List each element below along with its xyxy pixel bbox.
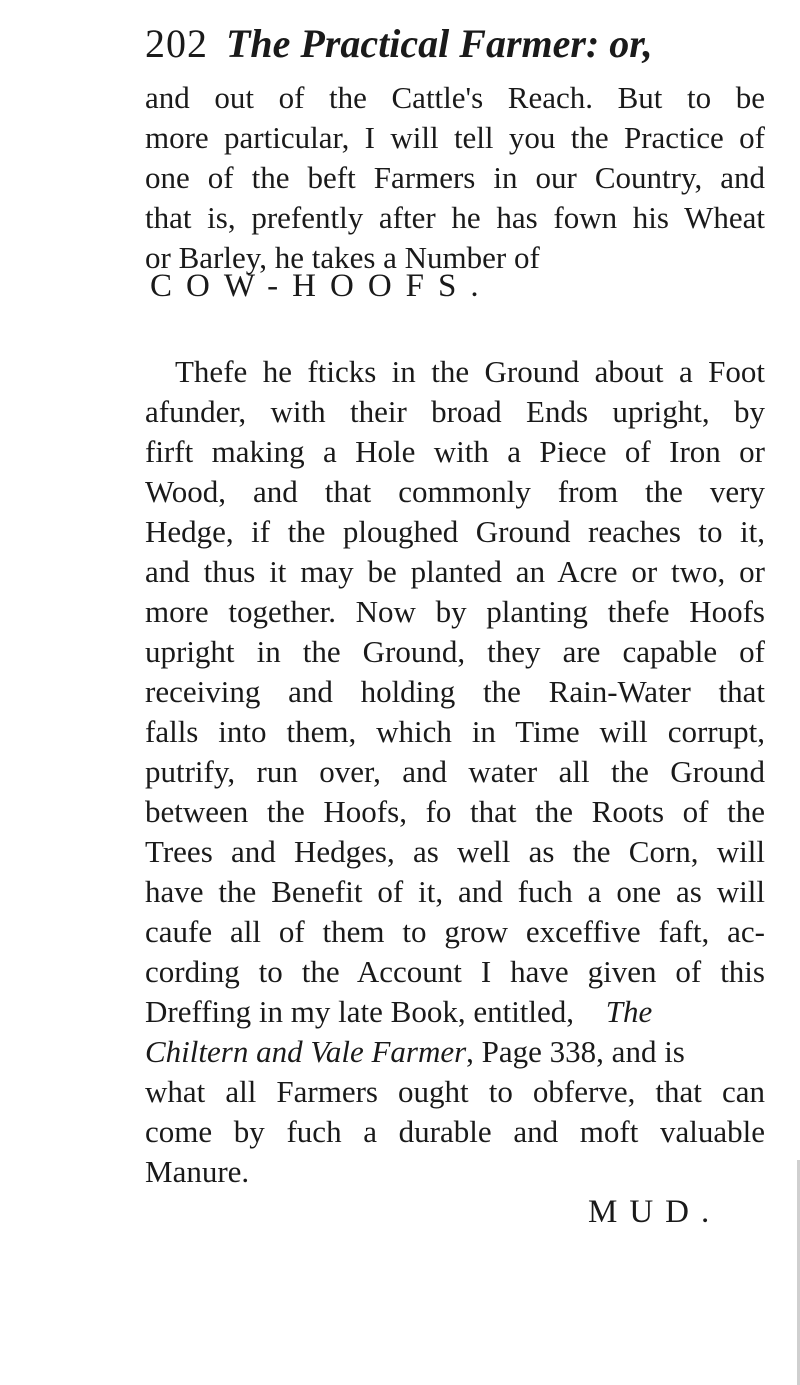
text-line: receiving and holding the Rain-Water that [145,674,765,709]
text-line: and thus it may be planted an Acre or two, or [145,554,765,589]
text-line: or Barley, he takes a Number of [145,240,540,275]
page-number: 202 [145,21,208,66]
text-line: caufe all of them to grow exceffive faft, ac- [145,914,765,949]
text-line: Thefe he fticks in the Ground about a Foot [175,354,765,389]
text-line: more particular, I will tell you the Practice of [145,120,765,155]
text-line: and out of the Cattle's Reach. But to be [145,80,765,115]
text-line [145,992,652,1032]
text-line: Manure. [145,1154,250,1189]
book-title-fragment: Chiltern and Vale Farmer [145,1034,467,1069]
text-line: afunder, with their broad Ends upright, by [145,394,765,429]
text-fragment: Dreffing in my late Book, entitled, [145,994,575,1029]
section-heading-cow-hoofs: COW-HOOFS. [150,268,493,304]
text-line: upright in the Ground, they are capable of [145,634,765,669]
section-heading-mud: MUD. [588,1194,722,1230]
text-fragment: , Page 338, and is [466,1034,685,1069]
text-line: firft making a Hole with a Piece of Iron or [145,434,765,469]
text-line: one of the beft Farmers in our Country, and [145,160,765,195]
text-line: Trees and Hedges, as well as the Corn, will [145,834,765,869]
text-line: come by fuch a durable and moft valuable [145,1114,765,1149]
running-title: The Practical Farmer: or, [226,21,653,66]
book-title-fragment: The [605,994,653,1029]
text-line: have the Benefit of it, and fuch a one as will [145,874,765,909]
text-line: falls into them, which in Time will corrupt, [145,714,765,749]
text-line [145,1032,685,1072]
text-line: putrify, run over, and water all the Ground [145,754,765,789]
text-line: Wood, and that commonly from the very [145,474,765,509]
text-line: what all Farmers ought to obferve, that can [145,1074,765,1109]
running-head [145,20,765,68]
text-line: between the Hoofs, fo that the Roots of the [145,794,765,829]
text-line: that is, prefently after he has fown his Wheat [145,200,765,235]
text-line: cording to the Account I have given of this [145,954,765,989]
text-line: Hedge, if the ploughed Ground reaches to it, [145,514,765,549]
text-line: more together. Now by planting thefe Hoofs [145,594,765,629]
